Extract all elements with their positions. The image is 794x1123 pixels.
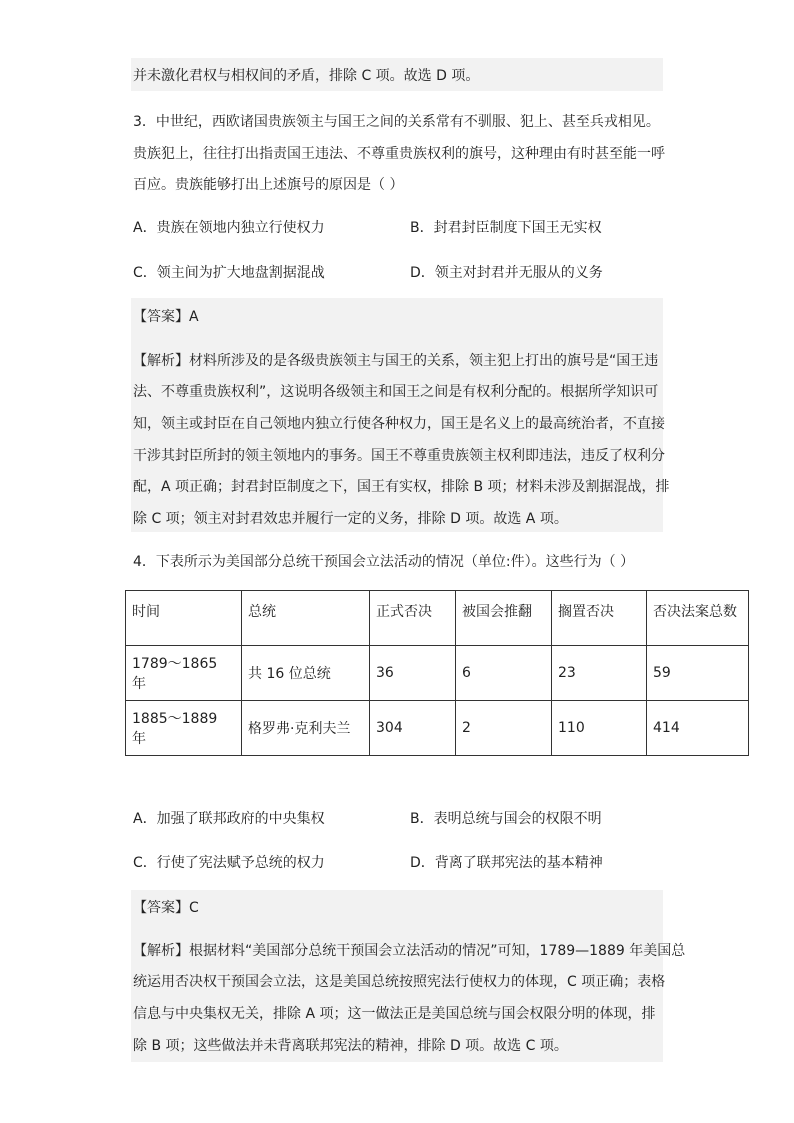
q3-answer: 【答案】A bbox=[133, 309, 199, 325]
table-cell: 36 bbox=[370, 646, 456, 701]
table-cell: 304 bbox=[370, 701, 456, 756]
q3-option-d: D．领主对封君并无服从的义务 bbox=[410, 265, 603, 281]
table-header-cell: 被国会推翻 bbox=[456, 591, 552, 646]
q2-analysis-tail: 并未激化君权与相权间的矛盾，排除 C 项。故选 D 项。 bbox=[133, 68, 480, 84]
q4-answer: 【答案】C bbox=[133, 900, 199, 916]
q3-analysis-line: 知，领主或封臣在自己领地内独立行使各种权力，国王是名义上的最高统治者，不直接 bbox=[133, 416, 665, 432]
q3-analysis-line: 配，A 项正确；封君封臣制度之下，国王有实权，排除 B 项；材料未涉及割据混战，排 bbox=[133, 479, 670, 495]
q3-stem-line: 3．中世纪，西欧诸国贵族领主与国王之间的关系常有不驯服、犯上、甚至兵戎相见。 bbox=[133, 114, 660, 130]
q4-option-c: C．行使了宪法赋予总统的权力 bbox=[133, 855, 325, 871]
q3-option-b: B．封君封臣制度下国王无实权 bbox=[410, 220, 602, 236]
table-cell: 1789～1865 年 bbox=[126, 646, 242, 701]
table-cell: 共 16 位总统 bbox=[242, 646, 370, 701]
q4-analysis-line: 信息与中央集权无关，排除 A 项；这一做法正是美国总统与国会权限分明的体现，排 bbox=[133, 1006, 656, 1022]
q4-option-a: A．加强了联邦政府的中央集权 bbox=[133, 811, 325, 827]
table-cell: 414 bbox=[647, 701, 749, 756]
table-header-row bbox=[126, 591, 749, 646]
table-row bbox=[126, 646, 749, 701]
table-header-cell: 正式否决 bbox=[370, 591, 456, 646]
q4-analysis-line: 除 B 项；这些做法并未背离联邦宪法的精神，排除 D 项。故选 C 项。 bbox=[133, 1038, 568, 1054]
table-cell: 23 bbox=[552, 646, 647, 701]
q4-stem: 4．下表所示为美国部分总统干预国会立法活动的情况（单位:件）。这些行为（ ） bbox=[133, 554, 635, 570]
table-header-cell: 时间 bbox=[126, 591, 242, 646]
table-header-cell: 总统 bbox=[242, 591, 370, 646]
q4-analysis-line: 【解析】根据材料“美国部分总统干预国会立法活动的情况”可知，1789—1889 年美国总 bbox=[133, 943, 686, 959]
table-header-cell: 搁置否决 bbox=[552, 591, 647, 646]
veto-table bbox=[125, 590, 749, 756]
table-header-cell: 否决法案总数 bbox=[647, 591, 749, 646]
q3-stem-line: 百应。贵族能够打出上述旗号的原因是（ ） bbox=[133, 177, 404, 193]
q3-analysis-line: 除 C 项；领主对封君效忠并履行一定的义务，排除 D 项。故选 A 项。 bbox=[133, 511, 568, 527]
q4-option-b: B．表明总统与国会的权限不明 bbox=[410, 811, 602, 827]
table-cell: 1885～1889 年 bbox=[126, 701, 242, 756]
q4-analysis-line: 统运用否决权干预国会立法，这是美国总统按照宪法行使权力的体现，C 项正确；表格 bbox=[133, 974, 666, 990]
table-cell: 6 bbox=[456, 646, 552, 701]
q4-option-d: D．背离了联邦宪法的基本精神 bbox=[410, 855, 603, 871]
table-cell: 59 bbox=[647, 646, 749, 701]
table-row bbox=[126, 701, 749, 756]
q3-stem-line: 贵族犯上，往往打出指责国王违法、不尊重贵族权利的旗号，这种理由有时甚至能一呼 bbox=[133, 146, 665, 162]
table-cell: 格罗弗·克利夫兰 bbox=[242, 701, 370, 756]
q3-option-c: C．领主间为扩大地盘割据混战 bbox=[133, 265, 325, 281]
q3-analysis-line: 法、不尊重贵族权利”，这说明各级领主和国王之间是有权利分配的。根据所学知识可 bbox=[133, 384, 659, 400]
q3-analysis-line: 干涉其封臣所封的领主领地内的事务。国王不尊重贵族领主权利即违法，违反了权利分 bbox=[133, 448, 665, 464]
q3-analysis-line: 【解析】材料所涉及的是各级贵族领主与国王的关系，领主犯上打出的旗号是“国王违 bbox=[133, 353, 659, 369]
table-cell: 110 bbox=[552, 701, 647, 756]
table-cell: 2 bbox=[456, 701, 552, 756]
q3-option-a: A．贵族在领地内独立行使权力 bbox=[133, 220, 325, 236]
